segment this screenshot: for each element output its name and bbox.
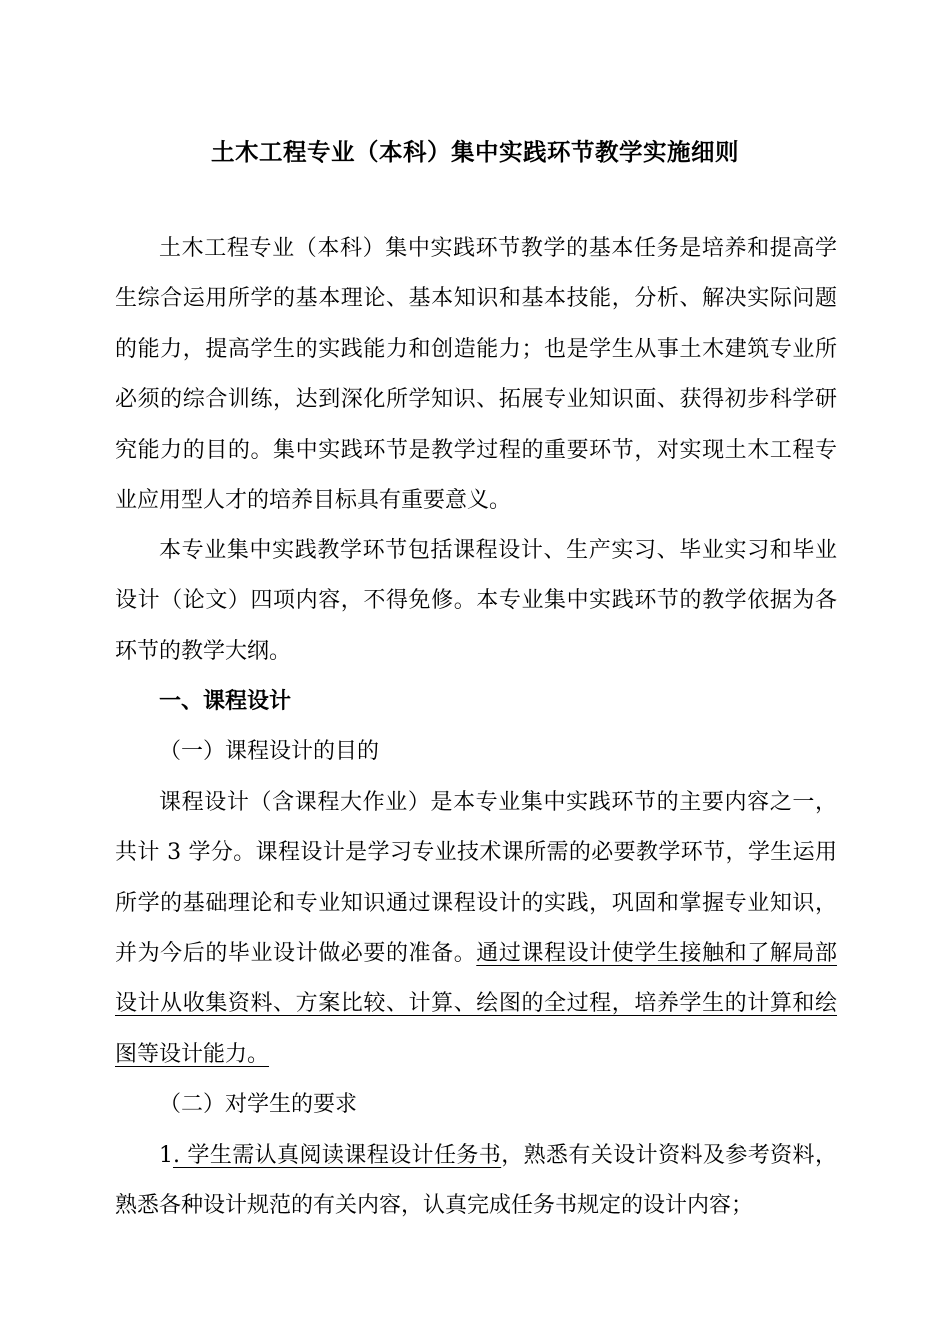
sub-2-heading: （二）对学生的要求 <box>159 1092 358 1118</box>
section-1-block <box>115 677 837 1231</box>
intro-paragraph: 土木工程专业（本科）集中实践环节教学的基本任务是培养和提高学生综合运用所学的基本理论、基本知识和基本技能，分析、解决实际问题的能力，提高学生的实践能力和创造能力；也是学生从事土木建筑专业所必须的综合训练，达到深化所学知识、拓展专业知识面、获得初步科学研究能力的目的。集中实践环节是教学过程的重要环节，对实现土木工程专业应用型人才的培养目标具有重要意义。 <box>115 236 837 514</box>
sub-1-paragraph-underlined: 通过课程设计使学生接触和了解局部设计从收集资料、方案比较、计算、绘图的全过程，培养学生的计算和绘图等设计能力。 <box>115 941 837 1067</box>
document-title: 土木工程专业（本科）集中实践环节教学实施细则 <box>211 138 739 166</box>
sub-1-heading: （一）课程设计的目的 <box>159 739 380 765</box>
scope-block <box>115 526 837 677</box>
scope-paragraph: 本专业集中实践教学环节包括课程设计、生产实习、毕业实习和毕业设计（论文）四项内容，不得免修。本专业集中实践环节的教学依据为各环节的教学大纲。 <box>115 538 837 664</box>
requirement-item-1 <box>115 1131 837 1232</box>
item-1-number: 1 <box>159 1142 173 1168</box>
item-1-rest: ，熟悉有关设计资料及参考资料，熟悉各种设计规范的有关内容，认真完成任务书规定的设计内容； <box>115 1142 837 1219</box>
sub-1-paragraph-plain: 课程设计（含课程大作业）是本专业集中实践环节的主要内容之一，共计 3 学分。课程设计是学习专业技术课所需的必要教学环节，学生运用所学的基础理论和专业知识通过课程设计的实践，巩固和掌握专业知识，并为今后的毕业设计做必要的准备。 <box>115 789 837 967</box>
item-1-underlined: . 学生需认真阅读课程设计任务书 <box>173 1142 502 1168</box>
intro-block <box>115 224 837 526</box>
section-1-heading: 一、课程设计 <box>159 689 292 714</box>
sub-1-paragraph <box>115 778 837 1080</box>
